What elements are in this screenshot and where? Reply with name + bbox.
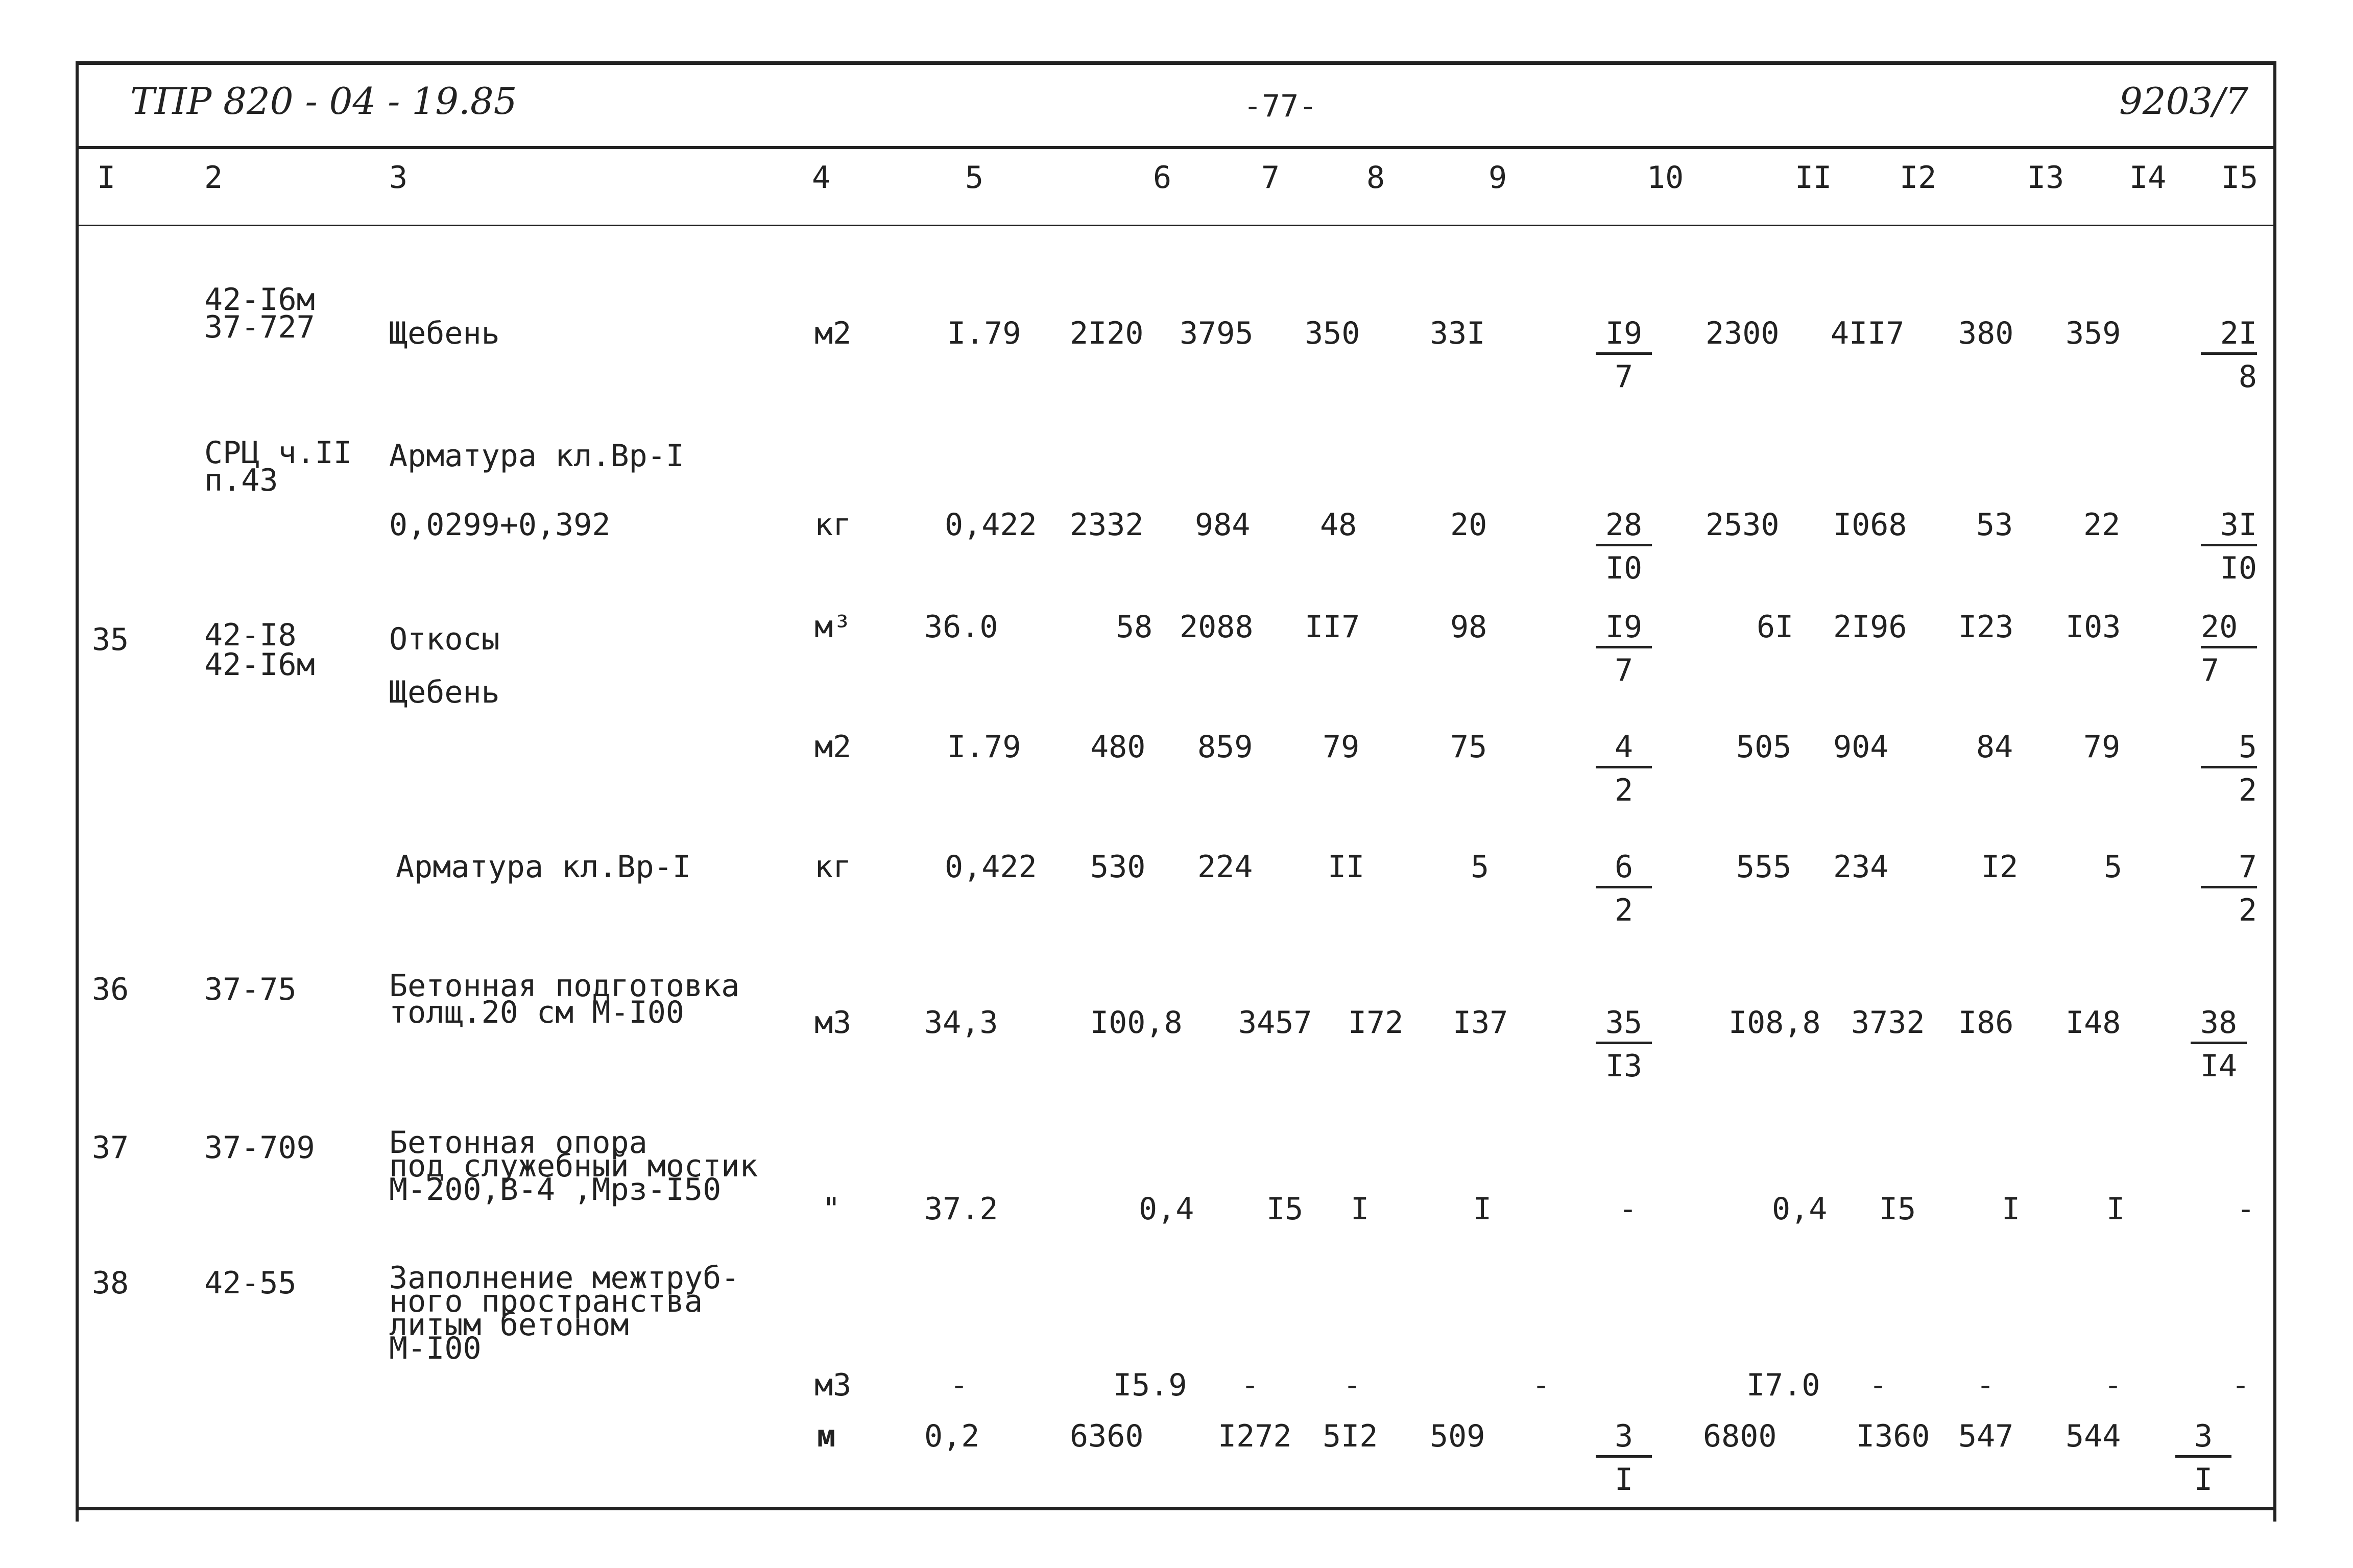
row4-col10-denominator: 2 [1614, 773, 1634, 808]
row2-col13: 53 [1976, 507, 2013, 543]
row8-col13: - [1976, 1367, 1995, 1403]
row5-col10-fraction [1596, 850, 1652, 927]
row7-col10: - [1619, 1191, 1638, 1227]
row2-col11: 2530 [1706, 507, 1780, 543]
row8-code: 42-55 [204, 1265, 297, 1301]
row2-col7: 984 [1195, 507, 1251, 543]
row9-col14: 544 [2066, 1418, 2121, 1454]
row6-col10-numerator: 35 [1596, 1006, 1652, 1044]
row3-col7: 2088 [1180, 609, 1254, 645]
row8-col9: - [1532, 1367, 1551, 1403]
row3-col13: I23 [1958, 609, 2014, 645]
row5-col10-numerator: 6 [1596, 850, 1652, 888]
document-code: ТПР 820 - 04 - 19.85 [130, 80, 517, 123]
row8-col12: - [1869, 1367, 1888, 1403]
row1-col8: 350 [1305, 316, 1360, 351]
row2-col8: 48 [1320, 507, 1357, 543]
row3-col10-numerator: I9 [1596, 610, 1652, 648]
row1-col10-numerator: I9 [1596, 317, 1652, 355]
column-header-3: 3 [389, 160, 408, 196]
row3-col15-numerator: 20 [2201, 610, 2257, 648]
column-header-10: 10 [1647, 160, 1684, 196]
row5-col9: 5 [1471, 849, 1490, 885]
row2-col6: 2332 [1070, 507, 1144, 543]
row1-col12: 4II7 [1831, 316, 1905, 351]
row3-number: 35 [92, 622, 129, 658]
row6-col15-denominator: I4 [2200, 1048, 2238, 1084]
row7-col9: I [1473, 1191, 1492, 1227]
row2-unit: кг [814, 507, 852, 543]
column-header-5: 5 [965, 160, 984, 196]
column-header-4: 4 [812, 160, 831, 196]
row9-col15-fraction [2175, 1419, 2231, 1497]
row2-name-line1: Арматура кл.Вр-I [389, 438, 684, 474]
row9-col10-fraction [1596, 1419, 1652, 1497]
row1-unit: м2 [814, 316, 852, 351]
column-header-6: 6 [1153, 160, 1172, 196]
row4-col10-numerator: 4 [1596, 730, 1652, 768]
row2-name-line2: 0,0299+0,392 [389, 507, 611, 543]
row7-col15: - [2237, 1191, 2255, 1227]
row6-number: 36 [92, 972, 129, 1007]
row3-col9: 98 [1450, 609, 1487, 645]
row6-col13: I86 [1958, 1005, 2014, 1041]
row7-name: Бетонная опора под служебный мостик М-200,В-4 ,Мрз-I50 [389, 1125, 758, 1208]
row7-number: 37 [92, 1130, 129, 1166]
row1-col10-denominator: 7 [1614, 359, 1634, 395]
row6-code: 37-75 [204, 972, 297, 1007]
sheet-code: 9203/7 [2119, 80, 2249, 123]
row6-col10-fraction [1596, 1006, 1652, 1083]
row8-col6: I5.9 [1113, 1367, 1187, 1403]
column-header-1: I [97, 160, 116, 196]
row1-code: 42-I6м 37-727 [204, 282, 315, 345]
row7-col8: I [1351, 1191, 1370, 1227]
row8-col11: I7.0 [1746, 1367, 1820, 1403]
row6-col14: I48 [2066, 1005, 2121, 1041]
row4-col6: 480 [1090, 729, 1146, 765]
frame-top-line [76, 61, 2276, 65]
row4-col8: 79 [1323, 729, 1360, 765]
row2-col10-fraction [1596, 508, 1652, 585]
row1-col11: 2300 [1706, 316, 1780, 351]
row4-col7: 859 [1197, 729, 1253, 765]
row1-col15-fraction [2201, 317, 2257, 394]
row6-col11: I08,8 [1728, 1005, 1821, 1041]
row9-col10-numerator: 3 [1596, 1419, 1652, 1458]
row4-col9: 75 [1450, 729, 1487, 765]
row4-col13: 84 [1976, 729, 2013, 765]
row6-col12: 3732 [1851, 1005, 1925, 1041]
row5-col11: 555 [1736, 849, 1792, 885]
row3-col10-fraction [1596, 610, 1652, 687]
row4-col10-fraction [1596, 730, 1652, 807]
frame-bottom-line [76, 1507, 2276, 1510]
row2-code: СРЦ ч.II п.43 [204, 435, 352, 498]
row6-col7: 3457 [1238, 1005, 1312, 1041]
row9-col6: 6360 [1070, 1418, 1144, 1454]
row2-col12: I068 [1833, 507, 1907, 543]
page-number: -77- [1243, 88, 1317, 124]
row5-col13: I2 [1981, 849, 2019, 885]
row7-col13: I [2002, 1191, 2021, 1227]
row5-unit: кг [814, 849, 852, 885]
row3-col6: 58 [1116, 609, 1153, 645]
row2-col10-denominator: I0 [1605, 550, 1643, 586]
column-header-7: 7 [1261, 160, 1280, 196]
row1-name: Щебень [389, 316, 500, 351]
row8-col14: - [2104, 1367, 2123, 1403]
row1-col13: 380 [1958, 316, 2014, 351]
row2-col9: 20 [1450, 507, 1487, 543]
row3-col12: 2I96 [1833, 609, 1907, 645]
row6-col15-fraction [2191, 1006, 2247, 1083]
row8-col8: - [1343, 1367, 1362, 1403]
row3-unit: м³ [814, 609, 852, 645]
row8-col7: - [1241, 1367, 1260, 1403]
row3-col11: 6I [1757, 609, 1794, 645]
row3-col8: II7 [1305, 609, 1360, 645]
row3-col14: I03 [2066, 609, 2121, 645]
row4-col15-fraction [2201, 730, 2257, 807]
row2-col5: 0,422 [945, 507, 1037, 543]
row5-col5: 0,422 [945, 849, 1037, 885]
row4-col15-denominator: 2 [2238, 773, 2257, 808]
row8-col5: - [950, 1367, 969, 1403]
row5-col15-numerator: 7 [2201, 850, 2257, 888]
column-header-14: I4 [2129, 160, 2167, 196]
row7-col11: 0,4 [1772, 1191, 1828, 1227]
row3-col10-denominator: 7 [1614, 653, 1634, 688]
row7-col5: 37.2 [924, 1191, 998, 1227]
row8-col15: - [2231, 1367, 2250, 1403]
row3-code: 42-I8 42-I6м [204, 617, 315, 683]
row9-col13: 547 [1958, 1418, 2014, 1454]
row1-col5: I.79 [947, 316, 1021, 351]
row1-col7: 3795 [1180, 316, 1254, 351]
row5-col6: 530 [1090, 849, 1146, 885]
row7-col6: 0,4 [1139, 1191, 1194, 1227]
row9-col5: 0,2 [924, 1418, 980, 1454]
column-header-2: 2 [204, 160, 223, 196]
row1-col9: 33I [1430, 316, 1485, 351]
frame-right-line [2273, 61, 2276, 1522]
row9-col9: 509 [1430, 1418, 1485, 1454]
row2-col15-denominator: I0 [2220, 550, 2257, 586]
row5-col14: 5 [2104, 849, 2123, 885]
row1-col6: 2I20 [1070, 316, 1144, 351]
row3-col15-fraction [2201, 610, 2257, 687]
row7-col14: I [2106, 1191, 2125, 1227]
row9-col11: 6800 [1703, 1418, 1777, 1454]
header-separator-line [76, 146, 2276, 149]
row9-col10-denominator: I [1614, 1462, 1634, 1498]
column-header-15: I5 [2221, 160, 2259, 196]
row9-unit: м [817, 1418, 836, 1454]
column-header-9: 9 [1488, 160, 1507, 196]
row2-col10-numerator: 28 [1596, 508, 1652, 546]
row6-unit: м3 [814, 1005, 852, 1041]
row6-col6: I00,8 [1090, 1005, 1183, 1041]
row3-col5: 36.0 [924, 609, 998, 645]
row5-col15-denominator: 2 [2238, 892, 2257, 928]
row5-name: Арматура кл.Вр-I [396, 849, 691, 885]
row1-col15-denominator: 8 [2238, 359, 2257, 395]
row1-col10-fraction [1596, 317, 1652, 394]
row9-col15-denominator: I [2194, 1462, 2213, 1498]
column-header-12: I2 [1900, 160, 1937, 196]
row5-col15-fraction [2201, 850, 2257, 927]
row8-unit: м3 [814, 1367, 852, 1403]
row4-col14: 79 [2083, 729, 2121, 765]
row5-col8: II [1328, 849, 1365, 885]
row1-col14: 359 [2066, 316, 2121, 351]
row6-name: Бетонная подготовка толщ.20 см М-I00 [389, 968, 740, 1030]
row4-col12: 904 [1833, 729, 1889, 765]
row4-col15-numerator: 5 [2201, 730, 2257, 768]
column-header-separator-line [76, 225, 2276, 226]
row6-col9: I37 [1453, 1005, 1508, 1041]
row8-number: 38 [92, 1265, 129, 1301]
row9-col8: 5I2 [1323, 1418, 1378, 1454]
row8-name: Заполнение межтруб- ного пространства литым бетоном М-I00 [389, 1260, 740, 1366]
frame-left-line [76, 61, 79, 1522]
row6-col8: I72 [1348, 1005, 1404, 1041]
row3-name: Откосы Щебень [389, 621, 500, 710]
row7-col12: I5 [1879, 1191, 1916, 1227]
column-header-13: I3 [2027, 160, 2064, 196]
row1-col15-numerator: 2I [2201, 317, 2257, 355]
row6-col5: 34,3 [924, 1005, 998, 1041]
row9-col12: I360 [1856, 1418, 1930, 1454]
row4-unit: м2 [814, 729, 852, 765]
column-header-11: II [1795, 160, 1832, 196]
row4-col5: I.79 [947, 729, 1021, 765]
row7-unit: " [822, 1191, 841, 1227]
row2-col14: 22 [2083, 507, 2121, 543]
row2-col15-fraction [2201, 508, 2257, 585]
row2-col15-numerator: 3I [2201, 508, 2257, 546]
row9-col15-numerator: 3 [2175, 1419, 2231, 1458]
row4-col11: 505 [1736, 729, 1792, 765]
row6-col10-denominator: I3 [1605, 1048, 1643, 1084]
column-header-8: 8 [1366, 160, 1385, 196]
row3-col15-denominator: 7 [2201, 653, 2220, 688]
row6-col15-numerator: 38 [2191, 1006, 2247, 1044]
row5-col7: 224 [1197, 849, 1253, 885]
row7-col7: I5 [1266, 1191, 1304, 1227]
row9-col7: I272 [1218, 1418, 1292, 1454]
row5-col12: 234 [1833, 849, 1889, 885]
row5-col10-denominator: 2 [1614, 892, 1634, 928]
row7-code: 37-709 [204, 1130, 315, 1166]
